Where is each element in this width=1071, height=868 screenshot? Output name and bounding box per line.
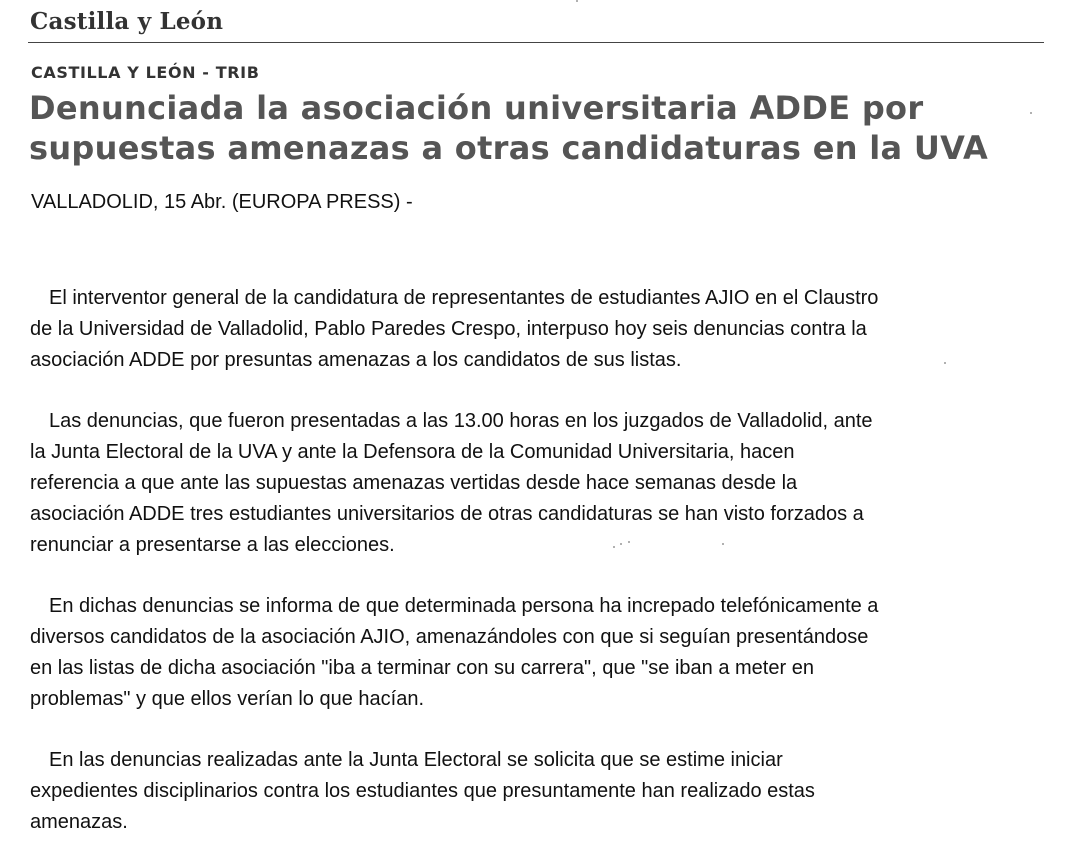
scan-speck (944, 362, 946, 364)
scan-speck (613, 546, 615, 548)
headline-line: supuestas amenazas a otras candidaturas en la UVA (29, 129, 989, 167)
paragraph (30, 745, 1060, 838)
paragraph-line: amenazas. (30, 811, 128, 833)
article-body (30, 283, 1060, 868)
article-headline (29, 88, 1059, 168)
paragraph-line: En las denuncias realizadas ante la Junta Electoral se solicita que se estime iniciar (49, 749, 783, 771)
section-title: Castilla y León (30, 8, 224, 35)
paragraph-line: expedientes disciplinarios contra los estudiantes que presuntamente han realizado estas (30, 780, 815, 802)
paragraph (30, 591, 1060, 715)
scan-speck (722, 543, 724, 545)
paragraph-line: asociación ADDE por presuntas amenazas a los candidatos de sus listas. (30, 349, 682, 371)
paragraph-line: diversos candidatos de la asociación AJIO, amenazándoles con que si seguían presentándose (30, 626, 869, 648)
paragraph-line: la Junta Electoral de la UVA y ante la Defensora de la Comunidad Universitaria, hacen (30, 441, 795, 463)
paragraph (30, 406, 1060, 561)
paragraph-line: de la Universidad de Valladolid, Pablo Paredes Crespo, interpuso hoy seis denuncias contra la (30, 318, 867, 340)
paragraph-line: El interventor general de la candidatura de representantes de estudiantes AJIO en el Claustro (49, 287, 879, 309)
paragraph-line: en las listas de dicha asociación "iba a terminar con su carrera", que "se iban a meter en (30, 657, 814, 679)
headline-line: Denunciada la asociación universitaria ADDE por (29, 89, 924, 127)
paragraph-line: Las denuncias, que fueron presentadas a las 13.00 horas en los juzgados de Valladolid, ante (49, 410, 873, 432)
scan-speck (620, 543, 622, 545)
scan-speck (1030, 112, 1032, 114)
scan-speck (628, 541, 630, 543)
paragraph-line: renunciar a presentarse a las elecciones. (30, 534, 395, 556)
section-divider (28, 42, 1044, 43)
article-dateline: VALLADOLID, 15 Abr. (EUROPA PRESS) - (31, 191, 413, 213)
article-kicker: CASTILLA Y LEÓN - TRIB (31, 63, 260, 82)
paragraph-line: En dichas denuncias se informa de que determinada persona ha increpado telefónicamente a (49, 595, 879, 617)
paragraph (30, 283, 1060, 376)
paragraph-line: asociación ADDE tres estudiantes universitarios de otras candidaturas se han visto forzados a (30, 503, 864, 525)
paragraph-line: problemas" y que ellos verían lo que hacían. (30, 688, 425, 710)
scan-speck (576, 0, 578, 2)
paragraph-line: referencia a que ante las supuestas amenazas vertidas desde hace semanas desde la (30, 472, 798, 494)
